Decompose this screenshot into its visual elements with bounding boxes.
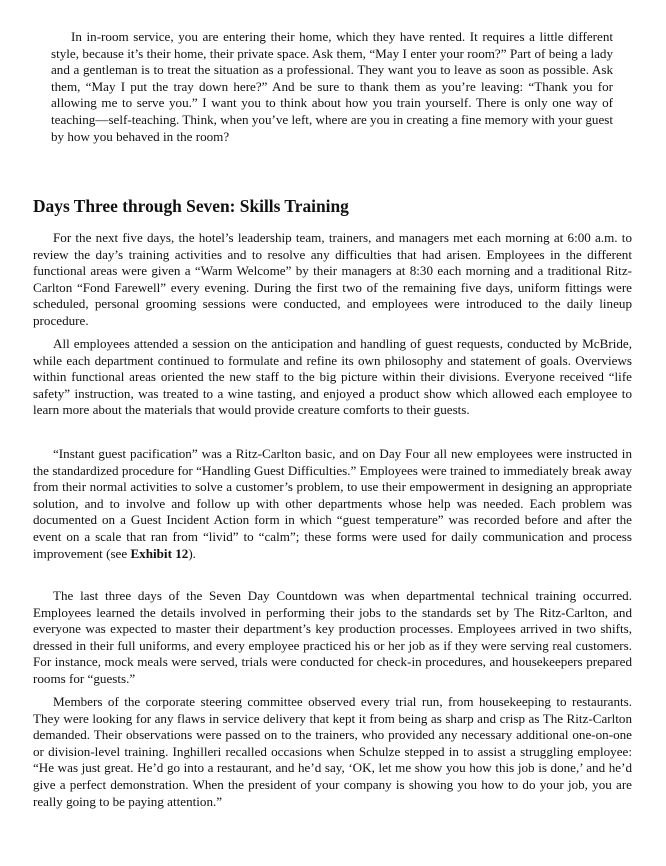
paragraph-guest-pacification <box>33 446 632 562</box>
paragraph-guest-pacification-end: ). <box>188 545 196 561</box>
section-heading: Days Three through Seven: Skills Training <box>33 196 349 216</box>
paragraph-guest-pacification-text: “Instant guest pacification” was a Ritz-Carlton basic, and on Day Four all new employees were instructed in the standardized procedure for “Handling Guest Difficulties.” Employees were trained to immediately break away from their normal activities to solve a customer’s problem, to use their empowerment in designing an appropriate solution, and to involve and follow up with other departments whose help was needed. Each problem was documented on a Guest Incident Action form in which “guest temperature” was recorded before and after the event on a scale that ran from “livid” to “calm”; these forms were used for daily communication and process improvement (see <box>33 446 632 561</box>
intro-quote-paragraph: In in-room service, you are entering their home, which they have rented. It requires a little different style, because it’s their home, their private space. Ask them, “May I enter your room?” Part of being a lady and a gentleman is to treat the situation as a professional. They want you to leave as soon as possible. Ask them, “May I put the tray down here?” And be sure to thank them as you’re leaving: “Thank you for allowing me to serve you.” I want you to think about how you train yourself. There is only one way of teaching—self-teaching. Think, when you’ve left, where are you in creating a fine memory with your guest by how you behaved in the room? <box>51 29 613 144</box>
paragraph-steering-committee: Members of the corporate steering committee observed every trial run, from housekeeping to restaurants. They were looking for any flaws in service delivery that kept it from being as sharp and crisp as The Ritz-Carlton demanded. Their observations were passed on to the trainers, who provided any necessary additional one-on-one or division-level training. Inghilleri recalled occasions when Schulze stepped in to assist a struggling employee: “He was just great. He’d go into a restaurant, and he’d say, ‘OK, let me show you how this job is done,’ and he’d give a perfect demonstration. When the president of your company is showing you how to do your job, you are really going to be paying attention.” <box>33 694 632 809</box>
paragraph-technical-training: The last three days of the Seven Day Countdown was when departmental technical training occurred. Employees learned the details involved in performing their jobs to the standards set by The Ritz-Carlton, and everyone was expected to master their department’s key production processes. Employees arrived in two shifts, dressed in their full uniforms, and every employee practiced his or her job as if they were serving real customers. For instance, mock meals were served, trials were conducted for check-in procedures, and housekeepers prepared rooms for “guests.” <box>33 588 632 686</box>
exhibit-reference: Exhibit 12 <box>130 545 189 561</box>
paragraph-guest-requests: All employees attended a session on the anticipation and handling of guest requests, conducted by McBride, while each department continued to formulate and refine its own philosophy and statement of goals. Overviews within functional areas oriented the new staff to the big picture within their divisions. Everyone received “life safety” instruction, was treated to a wine tasting, and enjoyed a product show which allowed each employee to learn more about the materials that would provide creature comforts to their guests. <box>33 336 632 418</box>
paragraph-schedule: For the next five days, the hotel’s leadership team, trainers, and managers met each morning at 6:00 a.m. to review the day’s training activities and to resolve any difficulties that had arisen. Employees in the different functional areas were given a “Warm Welcome” by their managers at 8:30 each morning and a traditional Ritz-Carlton “Fond Farewell” every evening. During the first two of the remaining five days, uniform fittings were scheduled, personal grooming sessions were conducted, and employees were introduced to the daily lineup procedure. <box>33 230 632 328</box>
